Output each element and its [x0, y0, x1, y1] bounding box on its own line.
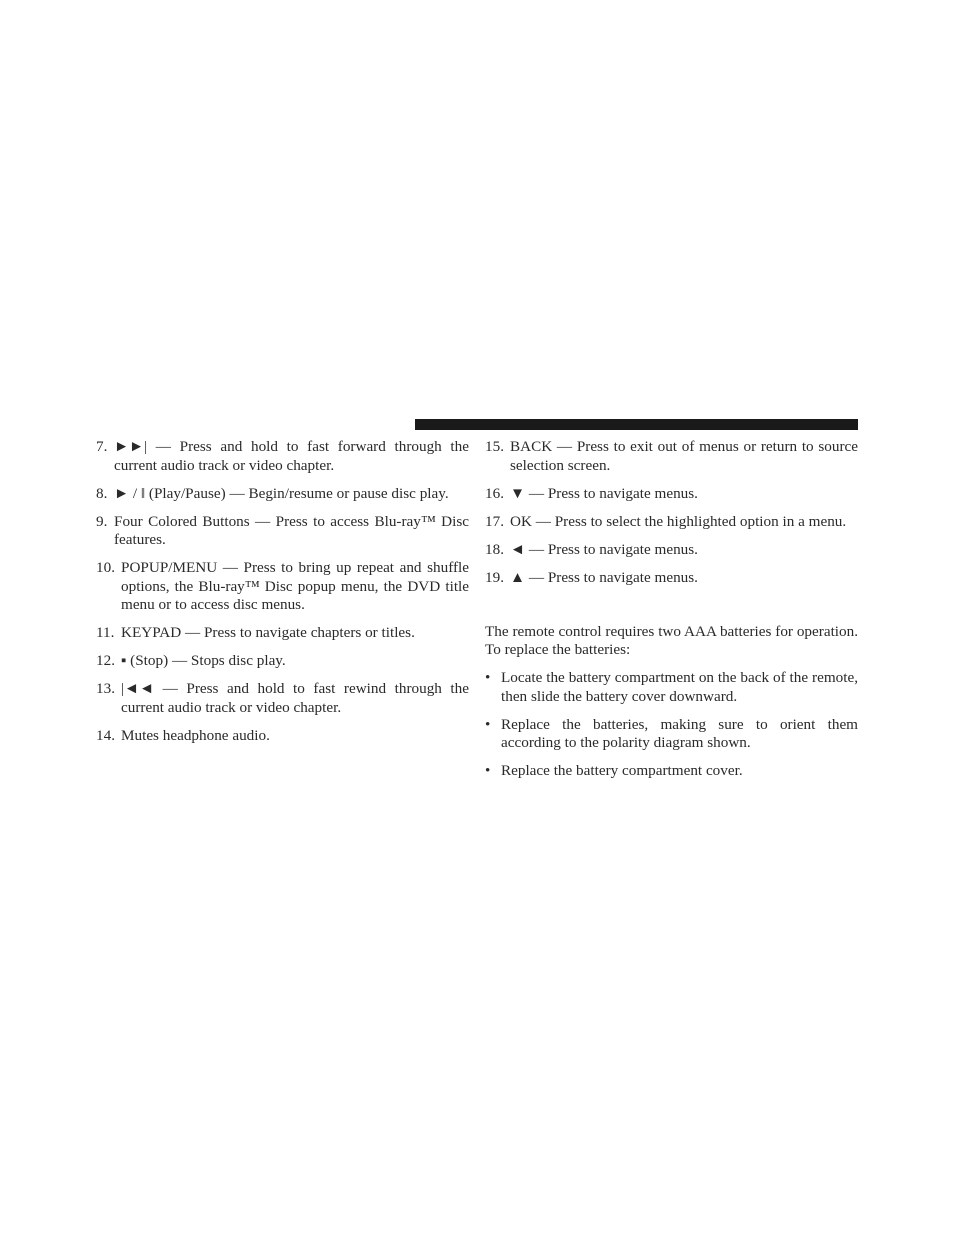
bullet-item	[485, 669, 858, 706]
list-item	[485, 438, 858, 475]
bullet-icon: •	[485, 715, 491, 733]
right-column	[485, 438, 858, 790]
list-item	[96, 624, 469, 643]
list-item	[96, 559, 469, 615]
item-number: 9.	[96, 512, 108, 530]
item-text: ►►| — Press and hold to fast forward through the current audio track or video chapter.	[114, 438, 469, 474]
list-item	[485, 541, 858, 560]
bullet-icon: •	[485, 762, 491, 779]
item-text: ▲ — Press to navigate menus.	[510, 568, 698, 586]
item-text: ◄ — Press to navigate menus.	[510, 540, 698, 558]
item-number: 19.	[485, 568, 504, 586]
bullet-icon: •	[485, 669, 491, 686]
item-number: 13.	[96, 680, 115, 697]
item-text: ▼ — Press to navigate menus.	[510, 484, 698, 502]
item-text: POPUP/MENU — Press to bring up repeat and shuffle options, the Blu-ray™ Disc popup menu, the DVD title menu or to access disc menus.	[121, 559, 469, 613]
bullet-item	[485, 762, 858, 781]
bullet-item	[485, 716, 858, 753]
item-text: |◄◄ — Press and hold to fast rewind through the current audio track or video chapter.	[121, 680, 469, 716]
list-item	[96, 680, 469, 717]
section-gap	[485, 597, 858, 623]
item-text: KEYPAD — Press to navigate chapters or titles.	[121, 624, 415, 641]
item-text: BACK — Press to exit out of menus or return to source selection screen.	[510, 438, 858, 474]
bullet-text: Locate the battery compartment on the back of the remote, then slide the battery cover downward.	[501, 669, 858, 705]
item-number: 11.	[96, 624, 115, 641]
item-number: 10.	[96, 559, 115, 576]
list-item	[96, 513, 469, 550]
item-number: 14.	[96, 726, 115, 744]
list-item	[96, 485, 469, 504]
item-text: Mutes headphone audio.	[121, 726, 270, 744]
item-number: 8.	[96, 484, 108, 502]
item-text: ► / ‖ (Play/Pause) — Begin/resume or pause disc play.	[114, 484, 449, 502]
bullet-text: Replace the battery compartment cover.	[501, 762, 743, 779]
item-number: 15.	[485, 438, 504, 455]
item-number: 12.	[96, 652, 115, 669]
item-text: Four Colored Buttons — Press to access Blu-ray™ Disc features.	[114, 512, 469, 548]
section-header-bar	[415, 419, 858, 430]
list-item	[96, 727, 469, 746]
battery-intro: The remote control requires two AAA batteries for operation. To replace the batteries:	[485, 622, 858, 658]
item-number: 16.	[485, 484, 504, 502]
list-item	[485, 513, 858, 532]
list-item	[485, 485, 858, 504]
item-number: 18.	[485, 540, 504, 558]
item-number: 17.	[485, 512, 504, 530]
list-item	[96, 438, 469, 475]
list-item	[96, 652, 469, 671]
item-number: 7.	[96, 438, 108, 455]
list-item	[485, 569, 858, 588]
bullet-text: Replace the batteries, making sure to orient them according to the polarity diagram shown.	[501, 715, 858, 751]
item-text: OK — Press to select the highlighted option in a menu.	[510, 512, 847, 530]
item-text: ▪ (Stop) — Stops disc play.	[121, 652, 286, 669]
left-column	[96, 438, 469, 755]
